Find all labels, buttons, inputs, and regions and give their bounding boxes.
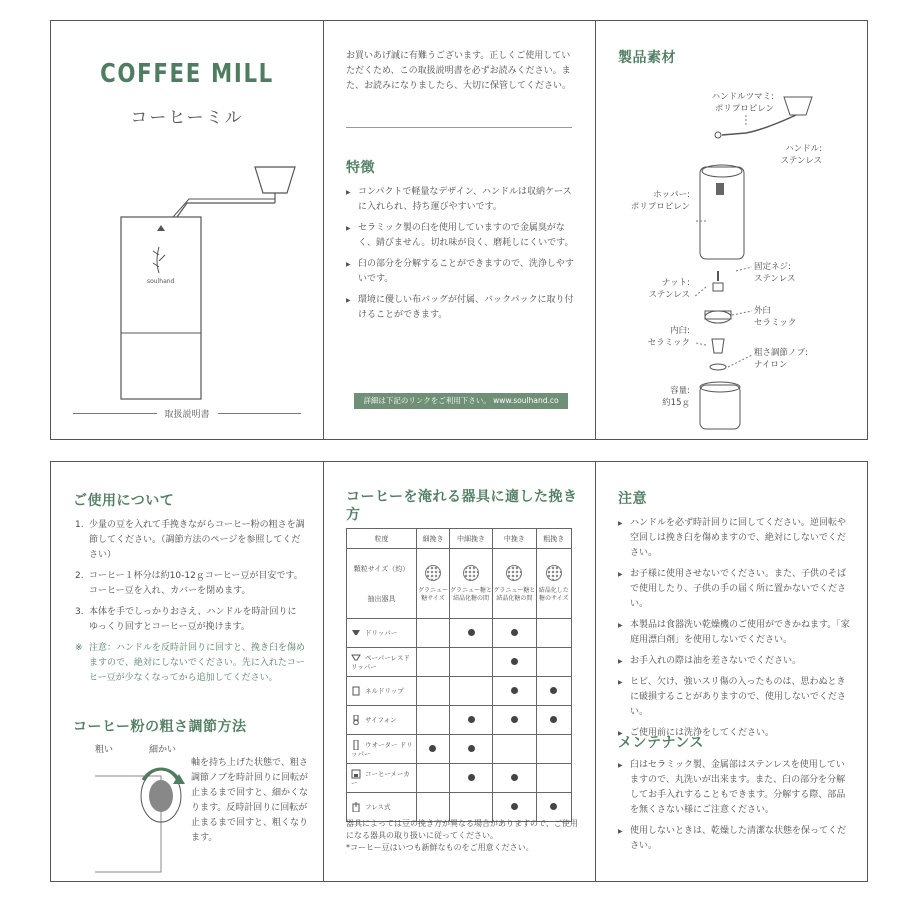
caution-panel xyxy=(595,462,867,881)
coffee-mill-illustration xyxy=(51,151,323,411)
table-cell xyxy=(536,735,572,764)
list-item: ▶ コンパクトで軽量なデザイン、ハンドルは収納ケースに入れられ、持ち運びやすいです。 xyxy=(346,185,578,215)
table-cell: 結晶化した糖のサイズ xyxy=(536,549,572,619)
table-cell xyxy=(493,619,536,648)
list-item: 2. コーヒー１杯分は約10-12ｇコーヒー豆が目安です。コーヒー豆を入れ、カバーを閉めます。 xyxy=(75,571,303,596)
list-item: ▶ 使用しないときは、乾燥した清潔な状態を保ってください。 xyxy=(618,824,850,854)
dot-mark xyxy=(468,774,475,781)
table-cell xyxy=(493,648,536,677)
table-cell xyxy=(417,619,450,648)
paperless-dripper-icon xyxy=(351,653,361,663)
part-label-hopper: ホッパー: ポリプロピレン xyxy=(630,190,690,212)
cover-subtitle: コーヒーミル xyxy=(130,108,244,128)
table-cell xyxy=(449,677,492,706)
table-cell xyxy=(536,706,572,735)
dot-mark xyxy=(550,803,557,810)
adjust-title: コーヒー粉の粗さ調節方法 xyxy=(73,719,247,735)
intro-panel xyxy=(323,21,595,439)
exploded-parts-illustration xyxy=(596,71,868,431)
part-label-nut: ナット: ステンレス xyxy=(648,278,690,300)
table-cell: ウオーター ドリッパー xyxy=(347,735,417,764)
cover-footer-label: 取扱説明書 xyxy=(164,410,210,420)
caution-list xyxy=(618,516,850,747)
table-header: 粗挽き xyxy=(536,529,572,549)
cover-title: COFFEE MILL xyxy=(100,59,274,89)
list-item: ▶ セラミック製の臼を使用していますので金属臭がなく、錆びません。切れ味が良く、磨耗しにくいです。 xyxy=(346,221,578,251)
part-label-capacity: 容量: 約15ｇ xyxy=(662,386,690,408)
table-cell xyxy=(449,648,492,677)
bean-icon xyxy=(425,565,441,581)
table-cell xyxy=(417,648,450,677)
list-item: ▶ 環境に優しい布バッグが付属、バックパックに取り付けることができます。 xyxy=(346,293,578,323)
caution-title: 注意 xyxy=(618,491,647,507)
brand-label: soulhand xyxy=(147,278,175,285)
list-item: ▶ 本製品は食器洗い乾燥機のご使用ができかねます。「家庭用漂白剤」を使用しないでください。 xyxy=(618,618,850,648)
dot-mark xyxy=(550,687,557,694)
table-cell xyxy=(536,648,572,677)
cover-panel xyxy=(51,21,323,439)
table-row xyxy=(347,619,572,648)
table-cell xyxy=(493,764,536,793)
bean-icon xyxy=(546,565,562,581)
table-cell: ペーパーレスドリッパー xyxy=(347,648,417,677)
table-cell xyxy=(449,619,492,648)
table-cell xyxy=(536,619,572,648)
table-cell xyxy=(417,735,450,764)
list-item: 1. 少量の豆を入れて手挽きながらコーヒー粉の粗さを調節してください。（調節方法のページを参照してください） xyxy=(75,520,305,560)
table-row xyxy=(347,706,572,735)
table-row xyxy=(347,764,572,793)
grind-table xyxy=(346,528,572,822)
table-row xyxy=(347,549,572,619)
table-cell xyxy=(449,706,492,735)
table-cell: サイフォン xyxy=(347,706,417,735)
list-item: ▶ ヒビ、欠け、強いスリ傷の入ったものは、思わぬときに破損することがありますので、使用しないでください。 xyxy=(618,675,850,720)
table-row xyxy=(347,648,572,677)
dot-mark xyxy=(550,716,557,723)
intro-text: お買いあげ誠に有難うございます。正しくご使用していただくため、この取扱説明書を必ずお読みください。また、お読みになりましたら、大切に保管してください。 xyxy=(346,51,572,91)
part-label-outer-burr: 外臼 セラミック xyxy=(754,306,797,328)
dot-mark xyxy=(511,803,518,810)
dot-mark xyxy=(511,716,518,723)
table-header: 中細挽き xyxy=(449,529,492,549)
link-bar[interactable]: 詳細は下記のリンクをご利用下さい。 www.soulhand.co xyxy=(354,393,568,409)
french-press-icon xyxy=(351,802,361,812)
table-cell xyxy=(417,677,450,706)
adjust-text: 軸を持ち上げた状態で、粗さ調節ノブを時計回りに回転が止まるまで回すと、細かくなります。反時計回りに回転が止まるまで回すと、粗くなります。 xyxy=(191,758,309,843)
dot-mark xyxy=(511,658,518,665)
table-header: 細挽き xyxy=(417,529,450,549)
label-coarse: 粗い xyxy=(95,745,114,755)
adjust-illustration xyxy=(61,756,191,876)
list-item: ▶ 臼の部分を分解することができますので、洗浄しやすいです。 xyxy=(346,257,578,287)
table-cell xyxy=(493,735,536,764)
table-cell: グラニュー糖と結晶化糖の間 xyxy=(449,549,492,619)
list-item: 3. 本体を手でしっかりおさえ、ハンドルを時計回りにゆっくり回すとコーヒー豆が挽けます。 xyxy=(75,607,297,632)
table-cell: ネルドリップ xyxy=(347,677,417,706)
flannel-drip-icon xyxy=(351,686,361,696)
dot-mark xyxy=(468,629,475,636)
features-list xyxy=(346,185,578,329)
table-cell xyxy=(417,706,450,735)
table-cell xyxy=(449,735,492,764)
footer-line-right xyxy=(218,413,302,414)
siphon-icon xyxy=(351,715,361,725)
grind-panel xyxy=(323,462,595,881)
table-cell xyxy=(493,706,536,735)
coffee-maker-icon xyxy=(351,769,361,779)
list-item: ▶ お子様に使用させないでください。また、子供のそばで使用したり、子供の手の届く所に置かないでください。 xyxy=(618,567,850,612)
table-cell xyxy=(449,764,492,793)
label-fine: 細かい xyxy=(149,745,177,755)
maintenance-title: メンテナンス xyxy=(618,735,704,751)
intro-divider xyxy=(346,127,572,128)
usage-title: ご使用について xyxy=(73,493,175,509)
list-item: ▶ ご使用前には洗浄をしてください。 xyxy=(618,726,850,741)
bean-icon xyxy=(506,565,522,581)
usage-panel xyxy=(51,462,323,881)
footer-line-left xyxy=(73,413,157,414)
list-item: ▶ ハンドルを必ず時計回りに回してください。逆回転や空回しは挽き臼を傷めますので、絶対にしないでください。 xyxy=(618,516,850,561)
bean-icon xyxy=(463,565,479,581)
dot-mark xyxy=(511,774,518,781)
part-label-handle: ハンドル: ステンレス xyxy=(780,144,822,166)
parts-panel xyxy=(595,21,867,439)
parts-title: 製品素材 xyxy=(618,50,676,66)
usage-note: ※ 注意：ハンドルを反時計回りに回すと、挽き臼を傷めますので、絶対にしないでください。先に入れたコーヒー豆が少なくなってから追加してください。 xyxy=(75,643,306,683)
table-cell: グラニュー糖サイズ xyxy=(417,549,450,619)
table-row xyxy=(347,677,572,706)
dripper-icon xyxy=(351,628,361,638)
dot-mark xyxy=(429,745,436,752)
table-header-row xyxy=(347,529,572,549)
table-cell: コーヒーメーカー xyxy=(347,764,417,793)
maintenance-list xyxy=(618,758,850,860)
dot-mark xyxy=(468,745,475,752)
table-cell: ドリッパー xyxy=(347,619,417,648)
dot-mark xyxy=(468,716,475,723)
grind-table-title: コーヒーを淹れる器具に適した挽き方 xyxy=(346,489,578,523)
part-label-screw: 固定ネジ: ステンレス xyxy=(754,262,796,284)
table-cell xyxy=(536,764,572,793)
list-item: ▶ お手入れの際は油を差さないでください。 xyxy=(618,654,850,669)
dot-mark xyxy=(511,687,518,694)
table-cell xyxy=(493,677,536,706)
grind-table-note: 器具によっては豆の挽き方が異なる場合がありますので、ご使用になる器具の取り扱いに従ってください。 *コーヒー豆はいつも新鮮なものをご用意ください。 xyxy=(346,819,578,852)
usage-steps xyxy=(75,518,305,686)
table-cell: フレス式 xyxy=(347,793,417,822)
cover-footer xyxy=(73,407,301,420)
top-sheet xyxy=(50,20,868,440)
water-dripper-icon xyxy=(351,740,361,750)
part-label-adjust-knob: 粗さ調節ノブ: ナイロン xyxy=(754,348,808,370)
part-label-knob: ハンドルツマミ: ポリプロピレン xyxy=(711,92,774,114)
table-cell xyxy=(536,677,572,706)
table-cell xyxy=(417,764,450,793)
part-label-inner-burr: 内臼: セラミック xyxy=(647,326,690,348)
features-title: 特徴 xyxy=(346,160,375,176)
bottom-sheet xyxy=(50,461,868,882)
table-header: 中挽き xyxy=(493,529,536,549)
table-header: 粒度 xyxy=(347,529,417,549)
table-cell: グラニュー糖と結晶化糖の間 xyxy=(493,549,536,619)
list-item: ▶ 臼はセラミック製、金属部はステンレスを使用していますので、丸洗いが出来ます。また、臼の部分を分解してお手入れすることもできます。分解する際、部品を無くさない様にご注意ください。 xyxy=(618,758,850,818)
dot-mark xyxy=(511,629,518,636)
table-row xyxy=(347,735,572,764)
table-cell: 顆粒サイズ（約） 抽出器具 xyxy=(347,549,417,619)
